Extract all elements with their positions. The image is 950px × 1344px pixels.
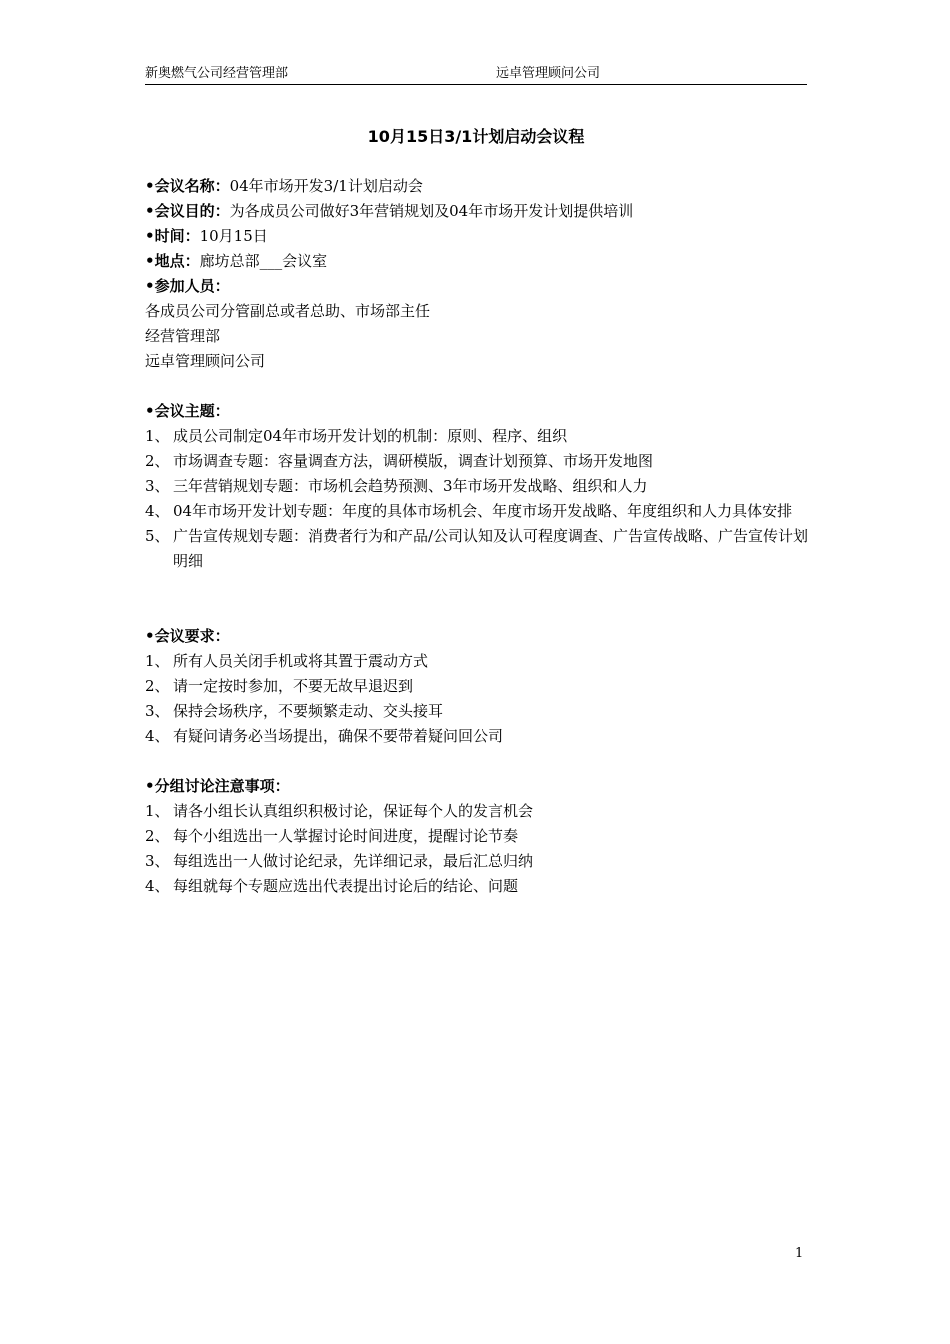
participant-item: 各成员公司分管副总或者总助、市场部主任 xyxy=(145,302,431,320)
document-body xyxy=(145,174,809,899)
topic-number: 3、 xyxy=(145,477,170,495)
meeting-time-value: 10月15日 xyxy=(199,227,268,245)
requirement-item xyxy=(145,724,809,749)
participant-item: 远卓管理顾问公司 xyxy=(145,352,266,370)
requirement-text: 所有人员关闭手机或将其置于震动方式 xyxy=(173,652,429,670)
requirement-item xyxy=(145,674,809,699)
topic-number: 4、 xyxy=(145,502,170,520)
discussion-heading: •分组讨论注意事项： xyxy=(145,777,290,795)
meeting-info xyxy=(145,174,809,299)
meeting-purpose-line xyxy=(145,199,809,224)
meeting-location-value: 廊坊总部___会议室 xyxy=(199,252,328,270)
page-header xyxy=(145,66,807,85)
requirement-number: 2、 xyxy=(145,677,170,695)
requirement-number: 4、 xyxy=(145,727,170,745)
discussion-text: 每组选出一人做讨论纪录，先详细记录，最后汇总归纳 xyxy=(173,852,534,870)
topic-item xyxy=(145,524,809,574)
topics-section xyxy=(145,399,809,574)
topic-text: 04年市场开发计划专题：年度的具体市场机会、年度市场开发战略、年度组织和人力具体安排 xyxy=(173,502,793,520)
discussion-section xyxy=(145,774,809,899)
requirement-text: 请一定按时参加，不要无故早退迟到 xyxy=(173,677,414,695)
participants-label: •参加人员： xyxy=(145,277,230,295)
discussion-text: 每组就每个专题应选出代表提出讨论后的结论、问题 xyxy=(173,877,519,895)
requirement-item xyxy=(145,649,809,674)
meeting-time-line xyxy=(145,224,809,249)
discussion-number: 4、 xyxy=(145,877,170,895)
requirement-item xyxy=(145,699,809,724)
discussion-number: 2、 xyxy=(145,827,170,845)
topic-item xyxy=(145,449,809,474)
topic-item xyxy=(145,474,809,499)
topic-item xyxy=(145,499,809,524)
meeting-name-line xyxy=(145,174,809,199)
topic-text: 三年营销规划专题：市场机会趋势预测、3年市场开发战略、组织和人力 xyxy=(173,477,648,495)
requirement-text: 有疑问请务必当场提出，确保不要带着疑问回公司 xyxy=(173,727,504,745)
topics-heading: •会议主题： xyxy=(145,402,230,420)
meeting-name-label: •会议名称： xyxy=(145,177,230,195)
discussion-item xyxy=(145,849,809,874)
discussion-number: 3、 xyxy=(145,852,170,870)
meeting-purpose-label: •会议目的： xyxy=(145,202,230,220)
requirement-number: 1、 xyxy=(145,652,170,670)
topic-number: 5、 xyxy=(145,527,170,545)
requirement-number: 3、 xyxy=(145,702,170,720)
requirement-text: 保持会场秩序，不要频繁走动、交头接耳 xyxy=(173,702,444,720)
topic-text: 成员公司制定04年市场开发计划的机制：原则、程序、组织 xyxy=(173,427,568,445)
participants-list xyxy=(145,299,809,374)
topic-text: 市场调查专题：容量调查方法，调研模版，调查计划预算、市场开发地图 xyxy=(173,452,654,470)
document-title: 10月15日3/1计划启动会议程 xyxy=(367,127,585,146)
meeting-name-value: 04年市场开发3/1计划启动会 xyxy=(229,177,423,195)
discussion-text: 每个小组选出一人掌握讨论时间进度，提醒讨论节奏 xyxy=(173,827,519,845)
participants-heading-line xyxy=(145,274,809,299)
header-consultant: 远卓管理顾问公司 xyxy=(496,66,601,81)
page-number: 1 xyxy=(795,1246,804,1261)
topic-text: 广告宣传规划专题：消费者行为和产品/公司认知及认可程度调查、广告宣传战略、广告宣传计划明细 xyxy=(173,527,809,570)
discussion-item xyxy=(145,824,809,849)
requirements-heading: •会议要求： xyxy=(145,627,230,645)
discussion-item xyxy=(145,799,809,824)
meeting-location-line xyxy=(145,249,809,274)
topic-number: 2、 xyxy=(145,452,170,470)
meeting-time-label: •时间： xyxy=(145,227,200,245)
meeting-purpose-value: 为各成员公司做好3年营销规划及04年市场开发计划提供培训 xyxy=(229,202,634,220)
requirements-section xyxy=(145,624,809,749)
topic-item xyxy=(145,424,809,449)
topic-number: 1、 xyxy=(145,427,170,445)
discussion-number: 1、 xyxy=(145,802,170,820)
meeting-location-label: •地点： xyxy=(145,252,200,270)
discussion-item xyxy=(145,874,809,899)
participant-item: 经营管理部 xyxy=(145,327,221,345)
header-department: 新奥燃气公司经营管理部 xyxy=(145,66,289,81)
discussion-text: 请各小组长认真组织积极讨论，保证每个人的发言机会 xyxy=(173,802,534,820)
